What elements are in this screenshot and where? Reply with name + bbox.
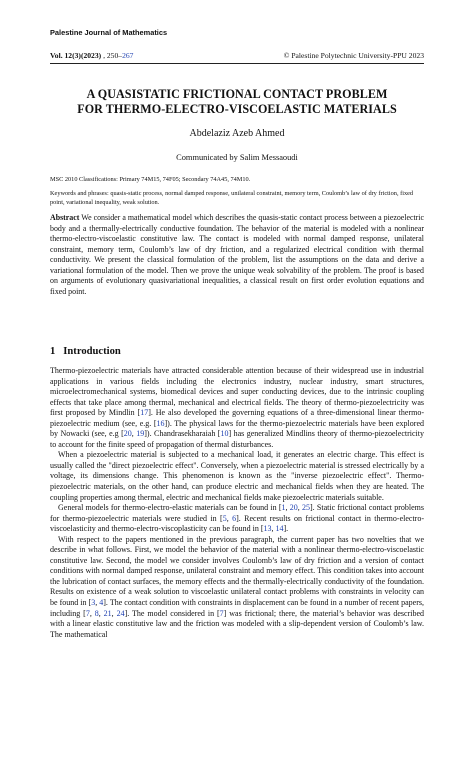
text-run: ]. The model considered in [ xyxy=(124,608,220,618)
text-run: ] was frictional; there, the material’s behavior was described with a linear elastic constitutive law and the friction was modeled with a slip-dependent version of Coulomb’s law. The mathematical xyxy=(50,608,425,639)
text-run: ] has generalized Mindlins theory of thermo-piezoelectricity to account for the finite speed of propagation of thermal disturbances. xyxy=(50,429,424,449)
citation-link[interactable]: 8 xyxy=(94,608,99,618)
paragraph-2: When a piezoelectric material is subjected to a mechanical load, it generates an electric charge. This effect is usually called the "direct piezoelectric effect". Conversely, when a piezoelectric material is stressed electrically by a voltage, its dimensions change. This phenomenon is known as the "inverse piezoelectric effect". Thermo-piezoelectric materials, on the other hand, can produce electric and mechanical fields when they are heated. The coupling properties among thermal, electric and mechanical fields make piezoelectric materials suitable. xyxy=(50,450,424,502)
text-run: ]. Recent results on frictional contact in thermo-electro-viscoelasticity and thermo-electro-viscoplasticity can be found in [ xyxy=(50,513,424,534)
header-rule xyxy=(50,63,424,64)
text-run: ]. He also developed the governing equations of a three-dimensional linear thermo-piezoelectric medium (see, e.g. [ xyxy=(50,408,424,428)
text-run: ]). The physical laws for the thermo-piezoelectric materials have been explored by Nowacki (see, e.g [ xyxy=(50,418,424,439)
text-run: , xyxy=(226,513,233,523)
citation-link[interactable]: 16 xyxy=(156,418,165,428)
copyright: © Palestine Polytechnic University-PPU 2023 xyxy=(283,51,424,60)
author: Abdelaziz Azeb Ahmed xyxy=(189,128,285,139)
citation-link[interactable]: 5 xyxy=(222,513,227,523)
text-run: , xyxy=(297,503,303,513)
abstract-text: We consider a mathematical model which describes the quasis-static contact process between a piezoelectric body and a thermally-electrically conductive foundation. The behavior of the material is modeled with a nonlinear thermo-electro-viscoelastic constitutive law. The contact is modeled with normal damped response, unilateral constraint, memory term, Coulomb’s law of dry friction, and a regularized electrical condition with thermal conductivity. We present the classical formulation of the problem, list the assumptions on the data and derive a variational formulation of the model. Then we prove the unique weak solvability of the problem. The proof is based on arguments of evolutionary quasivariational inequalities, a classical result on first order evolution equations and fixed point. xyxy=(50,213,424,296)
citation-link[interactable]: 13 xyxy=(263,524,272,534)
citation-link[interactable]: 6 xyxy=(232,513,237,523)
citation-link[interactable]: 20 xyxy=(289,503,298,513)
abstract-label: Abstract xyxy=(50,213,80,222)
text-run: ]. xyxy=(283,524,289,534)
citation-link[interactable]: 17 xyxy=(140,408,149,418)
text-run: , xyxy=(271,524,276,534)
section-heading xyxy=(50,346,129,357)
citation-link[interactable]: 20 xyxy=(123,429,132,439)
abstract xyxy=(50,213,424,297)
citation-link[interactable]: 19 xyxy=(136,429,145,439)
text-run: ]. The contact condition with constraints in displacement can be found in a number of recent papers, including [ xyxy=(50,598,425,618)
communicated-by: Communicated by Salim Messaoudi xyxy=(176,153,298,162)
text-run: ]. Static frictional contact problems for thermo-piezoelectric materials were studied in [ xyxy=(50,503,425,523)
paragraph-4 xyxy=(50,535,424,640)
citation-link[interactable]: 25 xyxy=(302,503,311,513)
citation-link[interactable]: 7 xyxy=(219,608,224,618)
section-number: 1 xyxy=(50,346,56,357)
citation-link[interactable]: 10 xyxy=(220,429,229,439)
text-run: , xyxy=(89,608,95,618)
text-run: With respect to the papers mentioned in the previous paragraph, the current paper has two novelties that we describe in what follows. First, we model the behavior of the material with a nonlinear thermo-electro-viscoelastic constitutive law. Second, the model we consider involves Coulomb’s law of dry friction and a version of contact conditions with normal damped response, unilateral constraint and memory effect. This condition takes into account the lubrication of contact surfaces, the memory effects and the thermally-electrically conductivity of the foundation. Results on existence of a weak solution to viscoelastic unilateral contact problems with constraints in velocity can be found in [ xyxy=(50,534,424,608)
citation-link[interactable]: 7 xyxy=(85,608,90,618)
page-range-start: , 250– xyxy=(101,51,123,60)
msc-classification: MSC 2010 Classifications: Primary 74M15, 74F05; Secondary 74A45, 74M10. xyxy=(50,176,251,183)
page-range-end-link[interactable]: 267 xyxy=(122,51,134,60)
text-run: General models for thermo-electro-elastic materials can be found in [ xyxy=(58,503,282,513)
text-run: , xyxy=(95,598,100,608)
title-line-2: FOR THERMO-ELECTRO-VISCOELASTIC MATERIALS xyxy=(77,102,397,116)
text-run: , xyxy=(98,608,104,618)
journal-name: Palestine Journal of Mathematics xyxy=(50,28,168,37)
text-run: , xyxy=(131,429,137,439)
section-title: Introduction xyxy=(63,346,121,357)
citation-link[interactable]: 1 xyxy=(281,503,286,513)
text-run: , xyxy=(285,503,290,513)
keywords: Keywords and phrases: quasis-static process, normal damped response, unilateral constraint, memory term, Coulomb’s law of dry friction, fixed point, variational inequality, weak solution. xyxy=(50,190,414,206)
text-run: Thermo-piezoelectric materials have attracted considerable attention because of their widespread use in industrial applications in various fields including the electronics industry, nuclear industry, smart structures, microelectromechanical systems, biomedical devices and super conducting devices, due to the intrinsic coupling effects that take place among thermal, mechanical and electrical fields. The theory of thermo-piezoelectricity was first proposed by Mindlin [ xyxy=(50,366,424,418)
citation-link[interactable]: 3 xyxy=(91,598,96,608)
volume-label: Vol. 12(3)(2023) xyxy=(50,51,102,60)
citation-link[interactable]: 14 xyxy=(275,524,284,534)
citation-link[interactable]: 24 xyxy=(116,608,125,618)
volume-info xyxy=(50,51,133,60)
citation-link[interactable]: 4 xyxy=(99,598,104,608)
text-run: , xyxy=(111,608,117,618)
citation-link[interactable]: 21 xyxy=(103,608,112,618)
text-run: ]). Chandrasekharaiah [ xyxy=(144,429,221,439)
paper-title xyxy=(50,87,424,117)
title-line-1: A QUASISTATIC FRICTIONAL CONTACT PROBLEM xyxy=(86,87,388,101)
paragraph-1 xyxy=(50,366,424,450)
section-body xyxy=(50,366,424,640)
paragraph-3 xyxy=(50,503,424,535)
